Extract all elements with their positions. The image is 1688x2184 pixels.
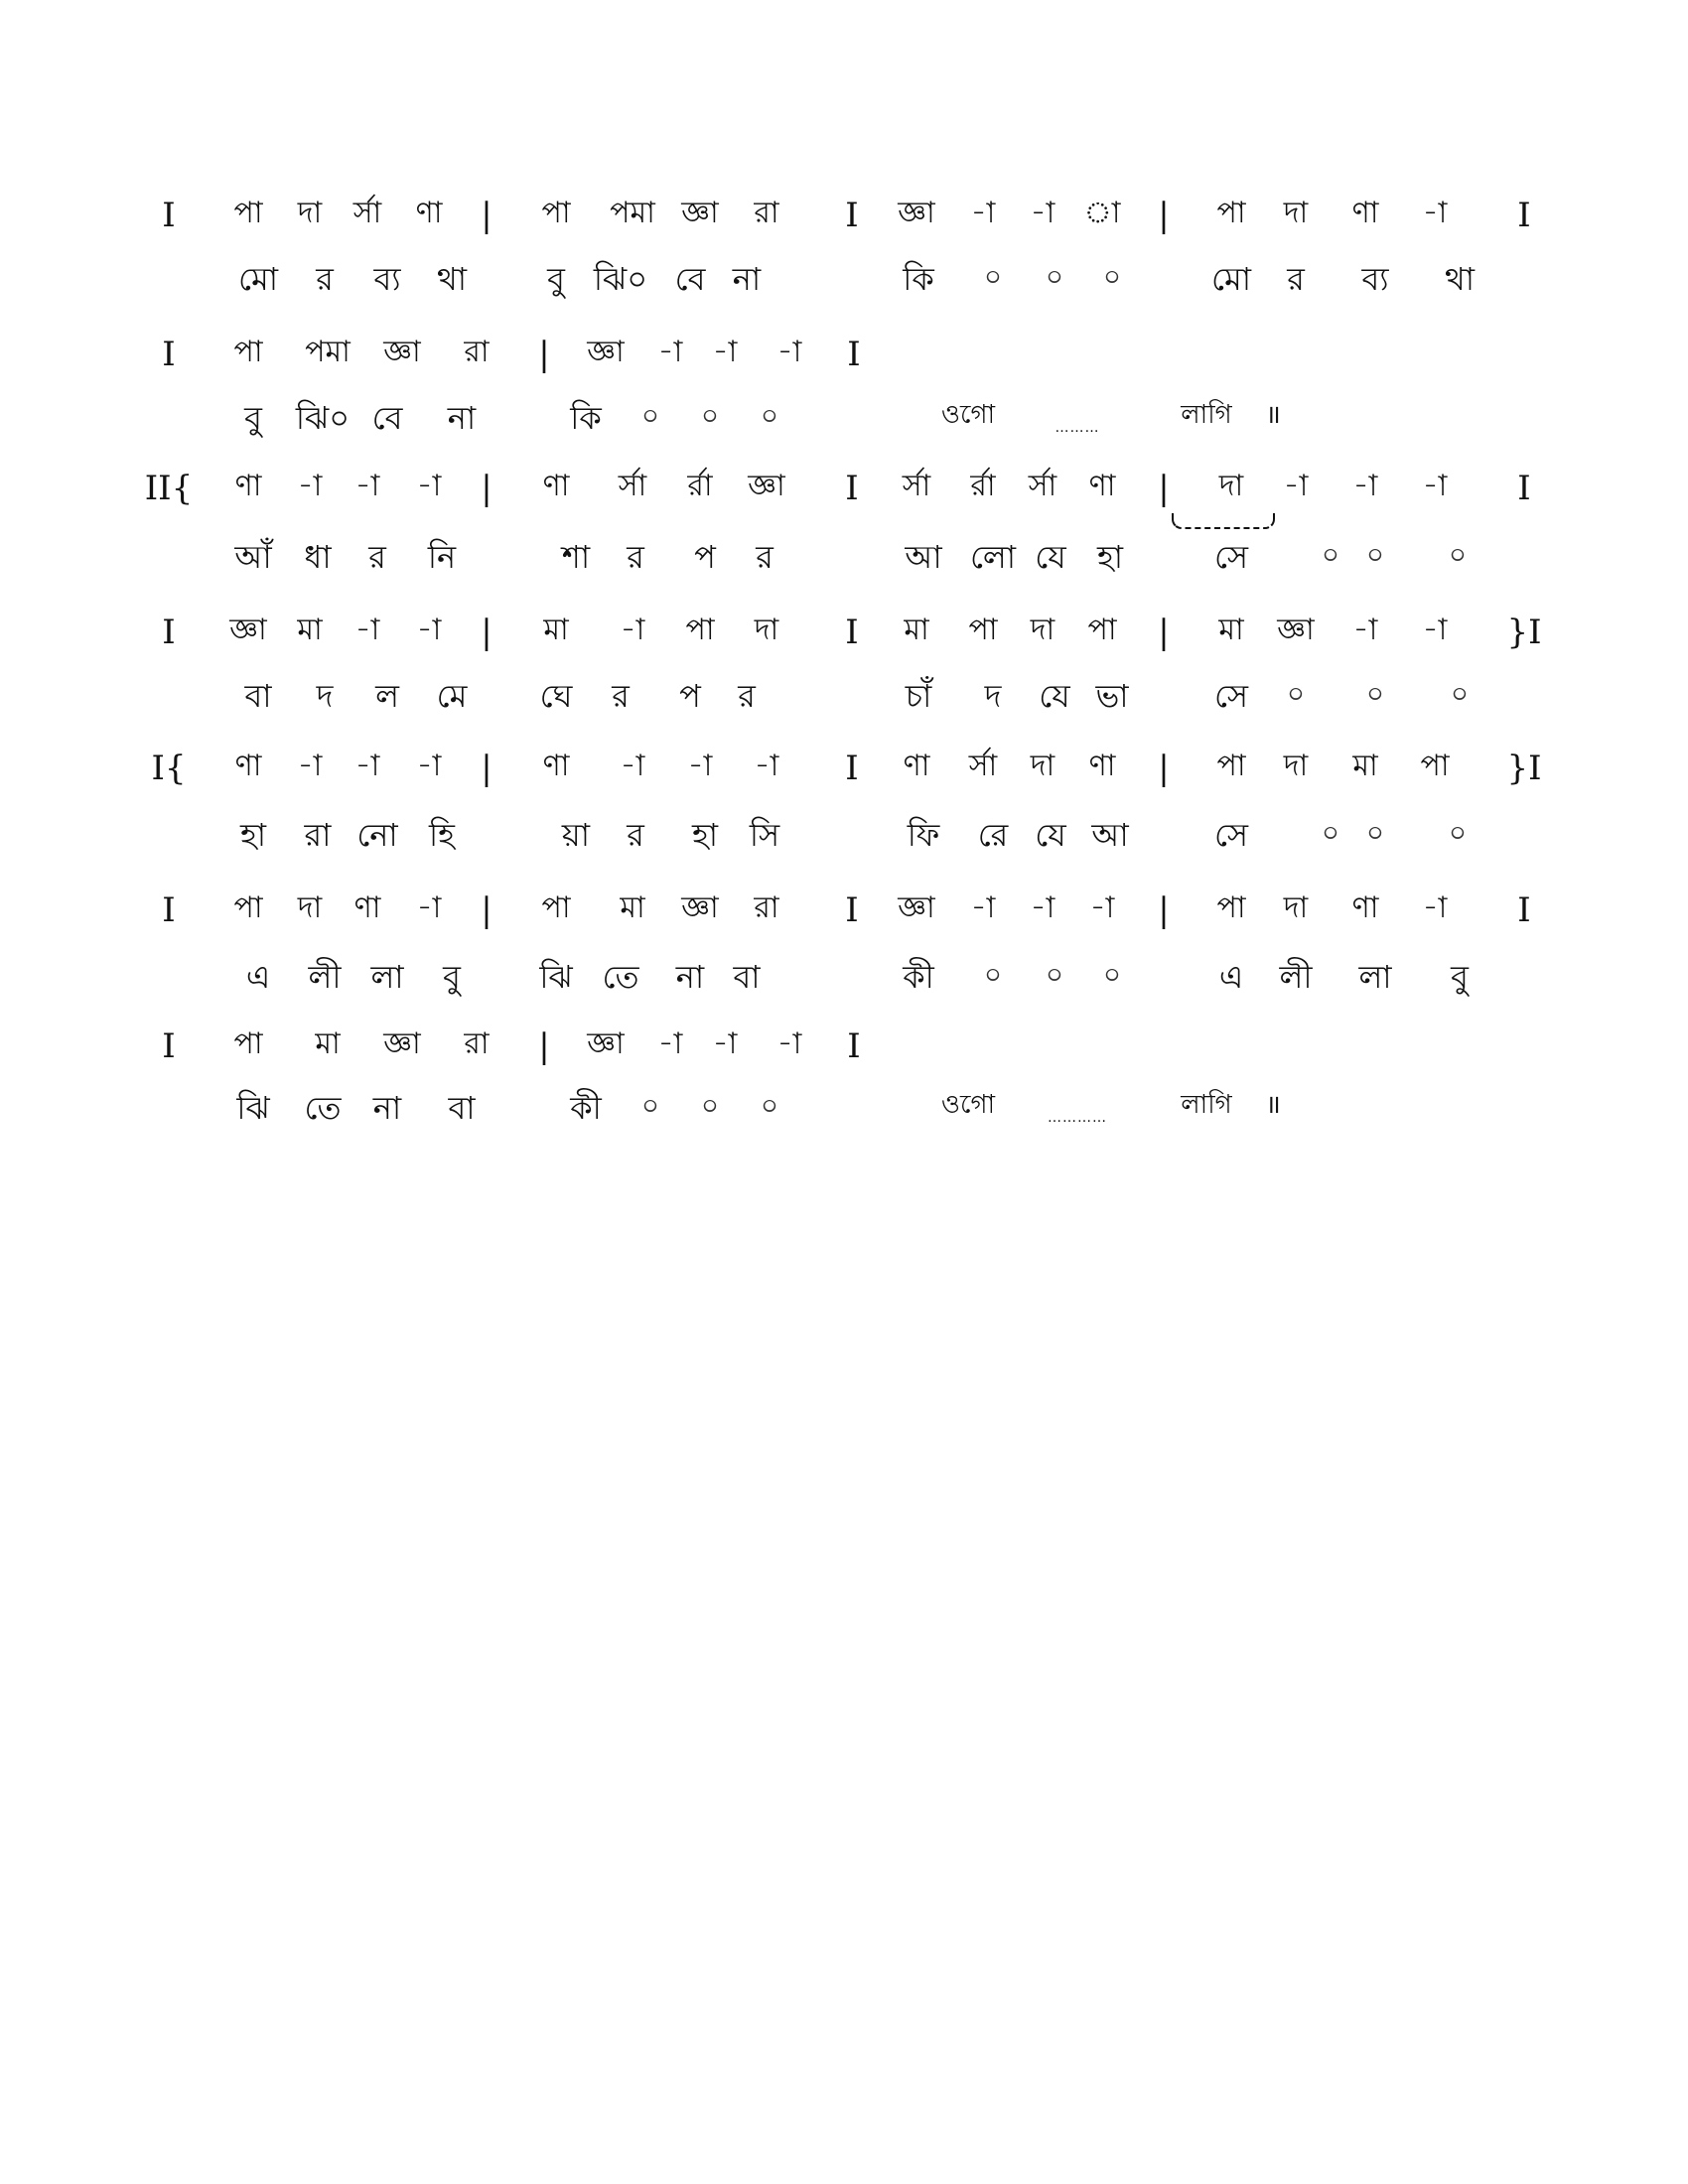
repeat-end: }I bbox=[1506, 749, 1542, 788]
note-line bbox=[0, 196, 1688, 258]
note-symbol: ণা bbox=[234, 749, 262, 783]
note-symbol: ণা bbox=[903, 749, 930, 783]
lyric-syllable: মো bbox=[1210, 260, 1252, 298]
note-symbol: -া bbox=[1030, 196, 1055, 230]
lyric-syllable: ফি bbox=[907, 816, 940, 854]
measure-bar: I bbox=[845, 890, 859, 930]
lyric-syllable: যে bbox=[1035, 538, 1066, 576]
lyric-syllable: সি bbox=[749, 816, 780, 854]
note-symbol: -া bbox=[712, 1026, 738, 1061]
lyric-syllable: ল bbox=[375, 677, 399, 715]
rest-mark: ০ bbox=[1448, 816, 1468, 849]
note-symbol: -া bbox=[416, 749, 442, 783]
note-symbol: র্রা bbox=[970, 469, 996, 503]
note-symbol: র্সা bbox=[1028, 469, 1057, 503]
note-symbol: র্সা bbox=[902, 469, 931, 503]
rest-mark: ০ bbox=[1365, 677, 1385, 710]
measure-bar: I bbox=[162, 890, 176, 930]
lyric-syllable: ব্য bbox=[1361, 260, 1389, 298]
beat-divider: | bbox=[481, 196, 492, 235]
note-symbol: মা bbox=[1218, 613, 1244, 647]
lyric-syllable: কী bbox=[903, 958, 934, 996]
measure-bar: I bbox=[1517, 890, 1531, 930]
note-symbol: পা bbox=[541, 890, 571, 925]
note-symbol: পমা bbox=[610, 196, 655, 230]
rest-mark: ০ bbox=[640, 399, 660, 432]
note-symbol: জ্ঞা bbox=[681, 196, 719, 230]
note-symbol: জ্ঞা bbox=[383, 1026, 421, 1061]
rest-mark: ০ bbox=[1365, 816, 1385, 849]
lyric-syllable: কী bbox=[570, 1089, 602, 1127]
note-symbol: জ্ঞা bbox=[898, 196, 935, 230]
note-symbol: জ্ঞা bbox=[898, 890, 935, 925]
lyric-syllable: তে bbox=[304, 1089, 342, 1127]
lyric-syllable: লাগি bbox=[1181, 400, 1232, 430]
lyric-syllable: ঘে bbox=[539, 677, 573, 715]
note-symbol: ণা bbox=[1351, 890, 1379, 925]
note-symbol: -া bbox=[1422, 890, 1448, 925]
note-symbol: পা bbox=[1420, 749, 1450, 783]
note-symbol: -া bbox=[416, 469, 442, 503]
lyric-syllable: লাগি bbox=[1181, 1090, 1232, 1120]
lyric-syllable: বে bbox=[674, 260, 706, 298]
note-symbol: -া bbox=[970, 890, 996, 925]
rest-mark: ০ bbox=[983, 260, 1003, 293]
note-symbol: -া bbox=[1352, 613, 1378, 647]
rest-mark: ০ bbox=[1102, 260, 1122, 293]
note-symbol: দা bbox=[297, 196, 323, 230]
lyric-line bbox=[0, 399, 1688, 462]
note-symbol: ণা bbox=[234, 469, 262, 503]
note-symbol: -া bbox=[712, 335, 738, 369]
note-symbol: -া bbox=[416, 890, 442, 925]
note-symbol: মা bbox=[1352, 749, 1378, 783]
lyric-syllable: র bbox=[627, 816, 644, 854]
note-symbol: ণা bbox=[542, 469, 570, 503]
measure-bar: I bbox=[845, 749, 859, 788]
lyric-syllable: শা bbox=[561, 538, 591, 576]
note-line bbox=[0, 469, 1688, 531]
rest-mark: ০ bbox=[1448, 538, 1468, 571]
rest-mark: ০ bbox=[983, 958, 1003, 991]
note-symbol: রা bbox=[754, 890, 779, 925]
note-symbol: পা bbox=[1216, 749, 1246, 783]
double-danda: ॥ bbox=[1265, 1090, 1281, 1120]
note-symbol: -া bbox=[297, 749, 323, 783]
note-line bbox=[0, 615, 1688, 675]
lyric-syllable: আঁ bbox=[234, 538, 272, 576]
note-symbol: দা bbox=[297, 890, 323, 925]
lyric-syllable: রে bbox=[977, 816, 1009, 854]
note-symbol: রা bbox=[464, 335, 490, 369]
note-symbol: -া bbox=[754, 749, 779, 783]
measure-bar: I bbox=[847, 335, 861, 374]
note-symbol: দা bbox=[1218, 469, 1244, 503]
beat-divider: | bbox=[538, 1026, 550, 1066]
lyric-syllable: লী bbox=[1279, 958, 1313, 996]
rest-mark: ০ bbox=[640, 1089, 660, 1122]
lyric-syllable: বে bbox=[371, 399, 403, 437]
lyric-syllable: হা bbox=[691, 816, 719, 854]
note-symbol: ণা bbox=[415, 196, 443, 230]
note-symbol: দা bbox=[1283, 749, 1309, 783]
note-symbol: জ্ঞা bbox=[1277, 613, 1315, 647]
note-symbol: -া bbox=[687, 749, 713, 783]
note-symbol: পা bbox=[233, 1026, 263, 1061]
beat-divider: | bbox=[1158, 613, 1170, 652]
note-symbol: জ্ঞা bbox=[587, 335, 625, 369]
rest-mark: ০ bbox=[1321, 816, 1340, 849]
lyric-syllable: না bbox=[732, 260, 762, 298]
beat-divider: | bbox=[481, 890, 492, 930]
lyric-syllable: না bbox=[372, 1089, 402, 1127]
note-symbol: -া bbox=[657, 1026, 683, 1061]
note-symbol: -া bbox=[620, 749, 645, 783]
lyric-syllable: বু bbox=[244, 399, 262, 437]
note-symbol: -া bbox=[776, 335, 802, 369]
note-symbol: -া bbox=[620, 613, 645, 647]
note-symbol: পমা bbox=[305, 335, 351, 369]
lyric-line bbox=[0, 958, 1688, 1021]
lyric-syllable: হা bbox=[1096, 538, 1124, 576]
note-symbol: -া bbox=[1283, 469, 1309, 503]
beat-divider: | bbox=[1158, 469, 1170, 508]
note-symbol: র্সা bbox=[968, 749, 998, 783]
lyric-syllable: থা bbox=[1444, 260, 1476, 298]
note-symbol: পা bbox=[685, 613, 715, 647]
lyric-syllable: লা bbox=[1358, 958, 1392, 996]
lyric-line bbox=[0, 677, 1688, 740]
lyric-syllable: ঝি০ bbox=[295, 399, 351, 437]
lyric-syllable: ব্য bbox=[373, 260, 401, 298]
lyric-syllable: হা bbox=[239, 816, 267, 854]
lyric-syllable: র bbox=[368, 538, 386, 576]
lyric-syllable: ঝি bbox=[236, 1089, 270, 1127]
note-symbol: জ্ঞা bbox=[748, 469, 785, 503]
lyric-syllable: লী bbox=[308, 958, 342, 996]
note-symbol: ণা bbox=[1351, 196, 1379, 230]
note-symbol: ণা bbox=[1088, 749, 1116, 783]
note-symbol: জ্ঞা bbox=[383, 335, 421, 369]
note-symbol: পা bbox=[233, 890, 263, 925]
lyric-syllable: যে bbox=[1039, 677, 1070, 715]
note-symbol: -া bbox=[354, 613, 380, 647]
note-symbol: -া bbox=[1089, 890, 1115, 925]
note-symbol: পা bbox=[233, 335, 263, 369]
note-symbol: জ্ঞা bbox=[681, 890, 719, 925]
lyric-syllable: রা bbox=[304, 816, 332, 854]
rest-mark: ০ bbox=[1045, 958, 1064, 991]
lyric-syllable: র bbox=[612, 677, 630, 715]
note-symbol: া bbox=[1083, 196, 1121, 230]
note-symbol: জ্ঞা bbox=[587, 1026, 625, 1061]
measure-bar: I bbox=[1517, 196, 1531, 235]
beat-divider: | bbox=[1158, 890, 1170, 930]
note-symbol: -া bbox=[354, 749, 380, 783]
lyric-syllable: র bbox=[756, 538, 774, 576]
beat-divider: | bbox=[481, 613, 492, 652]
lyric-syllable: যে bbox=[1035, 816, 1066, 854]
rest-mark: ০ bbox=[1365, 538, 1385, 571]
measure-bar: I bbox=[847, 1026, 861, 1066]
measure-bar: I bbox=[162, 335, 176, 374]
beat-divider: | bbox=[1158, 196, 1170, 235]
lyric-syllable: র bbox=[316, 260, 334, 298]
lyric-syllable: তে bbox=[602, 958, 639, 996]
repeat-start: II{ bbox=[144, 469, 194, 508]
measure-bar: I bbox=[845, 613, 859, 652]
note-symbol: দা bbox=[1283, 196, 1309, 230]
rest-mark: ০ bbox=[1321, 538, 1340, 571]
note-symbol: মা bbox=[620, 890, 645, 925]
measure-bar: I bbox=[1517, 469, 1531, 508]
measure-bar: I bbox=[162, 613, 176, 652]
note-symbol: -া bbox=[1422, 613, 1448, 647]
lyric-syllable: না bbox=[675, 958, 705, 996]
lyric-syllable: মে bbox=[436, 677, 468, 715]
note-symbol: -া bbox=[354, 469, 380, 503]
measure-bar: I bbox=[845, 196, 859, 235]
ellipsis-dots: ……… bbox=[1055, 420, 1100, 436]
lyric-syllable: দ bbox=[316, 677, 334, 715]
lyric-line bbox=[0, 260, 1688, 323]
lyric-syllable: সে bbox=[1213, 816, 1249, 854]
rest-mark: ০ bbox=[760, 1089, 779, 1122]
lyric-syllable: বা bbox=[448, 1089, 476, 1127]
repeat-start: I{ bbox=[151, 749, 187, 788]
note-symbol: -া bbox=[1030, 890, 1055, 925]
lyric-syllable: ভা bbox=[1095, 677, 1129, 715]
note-symbol: -া bbox=[970, 196, 996, 230]
note-symbol: র্সা bbox=[618, 469, 647, 503]
lyric-syllable: ওগো bbox=[940, 1090, 996, 1120]
note-symbol: ণা bbox=[542, 749, 570, 783]
note-symbol: পা bbox=[1216, 196, 1246, 230]
lyric-line bbox=[0, 538, 1688, 601]
beat-divider: | bbox=[481, 749, 492, 788]
lyric-syllable: সে bbox=[1213, 677, 1249, 715]
note-symbol: -া bbox=[1422, 196, 1448, 230]
lyric-syllable: লা bbox=[370, 958, 404, 996]
lyric-syllable: ঝি০ bbox=[593, 260, 648, 298]
rest-mark: ০ bbox=[1450, 677, 1470, 710]
note-symbol: পা bbox=[541, 196, 571, 230]
rest-mark: ০ bbox=[700, 399, 720, 432]
note-symbol: পা bbox=[1216, 890, 1246, 925]
note-symbol: মা bbox=[297, 613, 323, 647]
note-symbol: দা bbox=[1283, 890, 1309, 925]
lyric-syllable: র bbox=[738, 677, 756, 715]
note-symbol: -া bbox=[1352, 469, 1378, 503]
note-line bbox=[0, 335, 1688, 397]
note-symbol: মা bbox=[543, 613, 569, 647]
note-symbol: -া bbox=[657, 335, 683, 369]
note-symbol: ণা bbox=[1088, 469, 1116, 503]
note-symbol: দা bbox=[1030, 613, 1055, 647]
note-symbol: ণা bbox=[353, 890, 381, 925]
note-symbol: রা bbox=[464, 1026, 490, 1061]
beat-divider: | bbox=[481, 469, 492, 508]
lyric-syllable: হি bbox=[429, 816, 455, 854]
measure-bar: I bbox=[845, 469, 859, 508]
note-symbol: পা bbox=[233, 196, 263, 230]
lyric-syllable: না bbox=[447, 399, 477, 437]
note-symbol: মা bbox=[315, 1026, 341, 1061]
lyric-syllable: ধা bbox=[304, 538, 332, 576]
lyric-syllable: দ bbox=[984, 677, 1002, 715]
rest-mark: ০ bbox=[1102, 958, 1122, 991]
beat-divider: | bbox=[1158, 749, 1170, 788]
lyric-line bbox=[0, 816, 1688, 879]
lyric-syllable: র bbox=[1287, 260, 1305, 298]
lyric-syllable: ঝি bbox=[539, 958, 573, 996]
lyric-syllable: আ bbox=[905, 538, 942, 576]
lyric-syllable: সে bbox=[1213, 538, 1249, 576]
lyric-syllable: প bbox=[694, 538, 716, 576]
rest-mark: ০ bbox=[700, 1089, 720, 1122]
lyric-syllable: নি bbox=[427, 538, 457, 576]
lyric-syllable: বা bbox=[244, 677, 272, 715]
lyric-syllable: বু bbox=[443, 958, 461, 996]
lyric-syllable: আ bbox=[1091, 816, 1129, 854]
lyric-syllable: প bbox=[679, 677, 701, 715]
note-symbol: -া bbox=[416, 613, 442, 647]
double-danda: ॥ bbox=[1265, 400, 1281, 430]
note-symbol: -া bbox=[1422, 469, 1448, 503]
note-symbol: মা bbox=[904, 613, 929, 647]
measure-bar: I bbox=[162, 196, 176, 235]
note-symbol: -া bbox=[297, 469, 323, 503]
lyric-syllable: বু bbox=[547, 260, 565, 298]
lyric-syllable: চাঁ bbox=[905, 677, 932, 715]
repeat-end: }I bbox=[1506, 613, 1542, 652]
note-symbol: র্রা bbox=[687, 469, 713, 503]
rest-mark: ০ bbox=[1286, 677, 1306, 710]
note-symbol: র্সা bbox=[352, 196, 382, 230]
lyric-syllable: কি bbox=[903, 260, 934, 298]
note-line bbox=[0, 751, 1688, 811]
note-symbol: রা bbox=[754, 196, 779, 230]
measure-bar: I bbox=[162, 1026, 176, 1066]
note-line bbox=[0, 1026, 1688, 1089]
rest-mark: ০ bbox=[1045, 260, 1064, 293]
lyric-syllable: মো bbox=[237, 260, 279, 298]
lyric-syllable: কি bbox=[570, 399, 602, 437]
lyric-syllable: ওগো bbox=[940, 400, 996, 430]
lyric-syllable: বু bbox=[1451, 958, 1469, 996]
note-symbol: পা bbox=[1087, 613, 1117, 647]
rest-mark: ০ bbox=[760, 399, 779, 432]
lyric-syllable: বা bbox=[733, 958, 761, 996]
lyric-syllable: য়া bbox=[561, 816, 591, 854]
lyric-syllable: এ bbox=[1218, 958, 1244, 996]
note-symbol: দা bbox=[1030, 749, 1055, 783]
ellipsis-dots: ………… bbox=[1048, 1110, 1107, 1126]
lyric-syllable: লো bbox=[969, 538, 1017, 576]
lyric-syllable: র bbox=[627, 538, 644, 576]
beat-divider: | bbox=[538, 335, 550, 374]
note-symbol: -া bbox=[776, 1026, 802, 1061]
note-symbol: জ্ঞা bbox=[229, 613, 267, 647]
note-symbol: পা bbox=[968, 613, 998, 647]
lyric-line bbox=[0, 1089, 1688, 1152]
lyric-syllable: এ bbox=[245, 958, 271, 996]
lyric-syllable: থা bbox=[436, 260, 468, 298]
note-line bbox=[0, 890, 1688, 953]
note-symbol: দা bbox=[754, 613, 779, 647]
lyric-syllable: নো bbox=[356, 816, 398, 854]
